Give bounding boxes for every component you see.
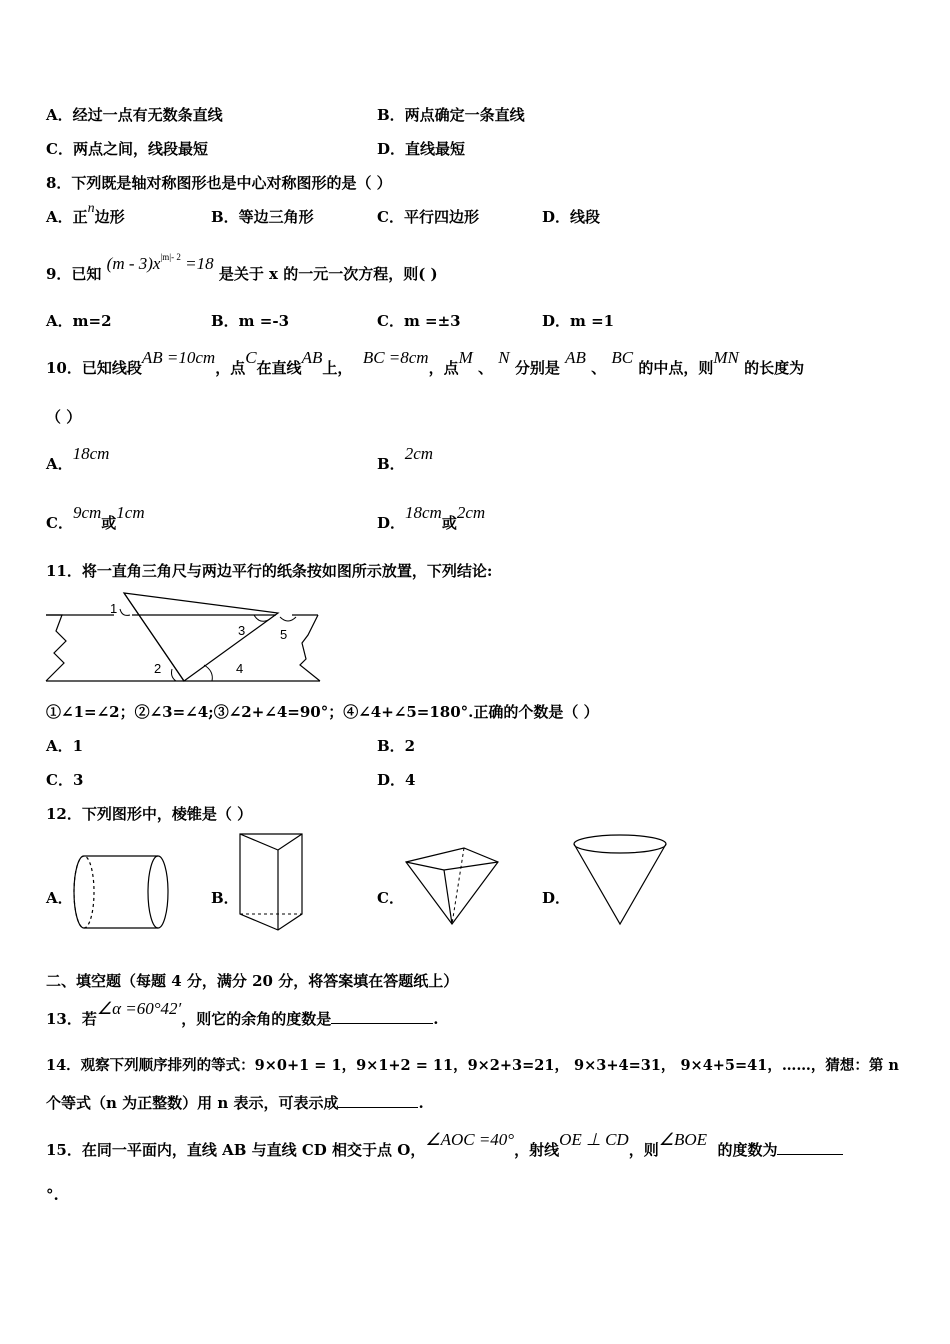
q10-math-c: C xyxy=(245,348,257,367)
q10-b-value: 2cm xyxy=(404,444,434,463)
q11-angle5-arc xyxy=(280,617,296,621)
q11-angle4-arc xyxy=(204,665,212,681)
q15-mid2: ，则 xyxy=(628,1141,659,1159)
q9-formula-base: (m - 3)x xyxy=(106,254,161,273)
q13-end: . xyxy=(433,1010,439,1028)
q10-text-9: 的中点，则 xyxy=(638,359,714,377)
q11-option-d: D．4 xyxy=(377,771,416,789)
q13-answer-blank[interactable] xyxy=(331,1009,433,1024)
q10-b-label: B． xyxy=(377,455,405,473)
q9-option-a: A．m=2 xyxy=(46,312,112,330)
q10-math-mn: MN xyxy=(713,348,739,367)
q10-c-or: 或 xyxy=(101,514,117,532)
q10-math-bc2: BC xyxy=(611,348,634,367)
q12-stem: 12．下列图形中，棱锥是（ ） xyxy=(46,805,253,823)
q10-d-label: D． xyxy=(377,514,406,532)
q10-a-value: 18cm xyxy=(72,444,110,463)
q12-cone-sides xyxy=(574,844,666,924)
q10-stem xyxy=(46,348,805,378)
q7-option-b: B．两点确定一条直线 xyxy=(377,106,525,124)
q15-formula-oe: OE ⊥ CD xyxy=(559,1130,629,1149)
q10-text-7: 分别是 xyxy=(514,359,560,377)
q13-pre: 13．若 xyxy=(46,1010,97,1028)
q10-d-value1: 18cm xyxy=(405,503,442,522)
q9-exponent: |m|- 2 xyxy=(160,252,181,262)
q13-post: ，则它的余角的度数是 xyxy=(181,1010,332,1028)
q15-pre: 15．在同一平面内，直线 AB 与直线 CD 相交于点 O， xyxy=(46,1141,426,1159)
q9-pre: 9．已知 xyxy=(46,265,102,283)
q11-label-2: 2 xyxy=(154,661,162,676)
q8-option-b: B．等边三角形 xyxy=(211,208,314,226)
q11-label-5: 5 xyxy=(280,627,288,642)
q15-answer-blank[interactable] xyxy=(777,1140,843,1155)
q10-c-value2: 1cm xyxy=(116,503,145,522)
q9-option-d: D．m =1 xyxy=(542,312,615,330)
q12-prism-top xyxy=(240,834,302,850)
q8-a-var: n xyxy=(87,201,95,216)
q9-post: 是关于 x 的一元一次方程，则( ) xyxy=(218,265,438,283)
q11-label-1: 1 xyxy=(110,601,118,616)
q11-option-a: A．1 xyxy=(46,737,84,755)
q13-stem xyxy=(46,999,439,1029)
q10-math-ab3: AB xyxy=(565,348,586,367)
q12-prism-outline xyxy=(240,834,302,930)
q15-stem xyxy=(46,1130,843,1160)
q11-figure xyxy=(44,585,324,685)
q10-math-ab: AB =10cm xyxy=(141,348,216,367)
q12-pyramid-base-front xyxy=(406,862,498,870)
q10-c-value1: 9cm xyxy=(72,503,102,522)
q10-c-label: C． xyxy=(46,514,73,532)
q8-option-a xyxy=(46,201,125,227)
q10-option-c xyxy=(46,503,145,533)
q8-a-post: 边形 xyxy=(94,208,125,226)
q7-option-d: D．直线最短 xyxy=(377,140,466,158)
q15-formula-boe: ∠BOE xyxy=(658,1130,708,1149)
q10-option-b xyxy=(377,444,434,474)
q10-text-5: ，点 xyxy=(428,359,459,377)
q11-option-c: C．3 xyxy=(46,771,84,789)
q11-label-3: 3 xyxy=(238,623,246,638)
q10-text-1: 10．已知线段 xyxy=(46,359,142,377)
q10-paren: （ ） xyxy=(46,408,82,426)
q15-formula-aoc: ∠AOC =40° xyxy=(425,1130,515,1149)
q8-stem: 8．下列既是轴对称图形也是中心对称图形的是（ ） xyxy=(46,174,392,192)
q14-line2-text: 个等式（n 为正整数）用 n 表示，可表示成 xyxy=(46,1094,339,1112)
q8-a-pre: A．正 xyxy=(46,208,88,226)
q10-math-bc: BC =8cm xyxy=(362,348,429,367)
q11-conclusions: ①∠1=∠2；②∠3=∠4;③∠2+∠4=90°；④∠4+∠5=180°.正确的个数是（ ） xyxy=(46,703,599,721)
q12-cone-figure xyxy=(570,832,670,928)
q7-option-a: A．经过一点有无数条直线 xyxy=(46,106,223,124)
q11-left-torn-edge xyxy=(46,615,66,681)
q15-post: 的度数为 xyxy=(717,1141,778,1159)
q12-pyramid-figure xyxy=(404,844,500,928)
q10-text-6: 、 xyxy=(478,359,494,377)
q14-line1: 14．观察下列顺序排列的等式：9×0+1 = 1，9×1+2 = 11，9×2+3=21， 9×3+4=31， 9×4+5=41，……，猜想：第 n xyxy=(46,1057,899,1074)
q8-option-d: D．线段 xyxy=(542,208,601,226)
q10-math-m: M xyxy=(458,348,473,367)
q10-option-d xyxy=(377,503,486,533)
q10-d-or: 或 xyxy=(441,514,457,532)
q10-text-4: 上， xyxy=(322,359,353,377)
q10-d-value2: 2cm xyxy=(456,503,486,522)
q11-triangle xyxy=(124,593,278,681)
q9-option-c: C．m =±3 xyxy=(377,312,461,330)
q10-option-a xyxy=(46,444,110,474)
q12-cone-top-ellipse xyxy=(574,835,666,853)
q10-math-ab2: AB xyxy=(301,348,323,367)
q10-text-2: ，点 xyxy=(215,359,246,377)
q8-option-c: C．平行四边形 xyxy=(377,208,479,226)
q9-formula xyxy=(107,254,214,273)
q12-prism-figure xyxy=(236,830,308,934)
q11-option-b: B．2 xyxy=(377,737,416,755)
q9-stem xyxy=(46,252,438,284)
q15-mid: ，射线 xyxy=(514,1141,560,1159)
q11-angle2-arc xyxy=(172,669,177,681)
q11-stem: 11．将一直角三角尺与两边平行的纸条按如图所示放置，下列结论: xyxy=(46,562,493,580)
q10-text-8: 、 xyxy=(591,359,607,377)
q14-answer-blank[interactable] xyxy=(338,1093,418,1108)
q12-cylinder-right-end xyxy=(148,856,168,928)
q10-text-10: 的长度为 xyxy=(744,359,805,377)
q14-line2 xyxy=(46,1092,424,1113)
q12-option-a: A． xyxy=(46,889,73,907)
section2-heading: 二、填空题（每题 4 分，满分 20 分，将答案填在答题纸上） xyxy=(46,972,459,990)
q11-angle1-arc xyxy=(120,609,130,615)
q12-pyramid-hidden-edge xyxy=(452,848,464,924)
q12-cylinder-left-arc xyxy=(74,856,84,928)
q9-option-b: B．m =-3 xyxy=(211,312,290,330)
q10-a-label: A． xyxy=(46,455,73,473)
q14-end: . xyxy=(418,1094,424,1112)
q13-formula: ∠α =60°42′ xyxy=(96,999,182,1018)
q12-option-c: C． xyxy=(377,889,404,907)
q12-pyramid-front-edge xyxy=(444,870,452,924)
q11-label-4: 4 xyxy=(236,661,244,676)
q15-line2: °. xyxy=(46,1186,59,1204)
q12-cylinder-figure xyxy=(72,852,172,932)
q11-angle3-arc xyxy=(254,615,270,621)
q12-option-b: B． xyxy=(211,889,239,907)
q9-eq: =18 xyxy=(185,254,214,273)
q12-option-d: D． xyxy=(542,889,571,907)
q10-math-n: N xyxy=(498,348,510,367)
q11-right-torn-edge xyxy=(300,615,320,681)
q7-option-c: C．两点之间，线段最短 xyxy=(46,140,208,158)
q10-text-3: 在直线 xyxy=(256,359,302,377)
q12-pyramid-outline xyxy=(406,848,498,924)
